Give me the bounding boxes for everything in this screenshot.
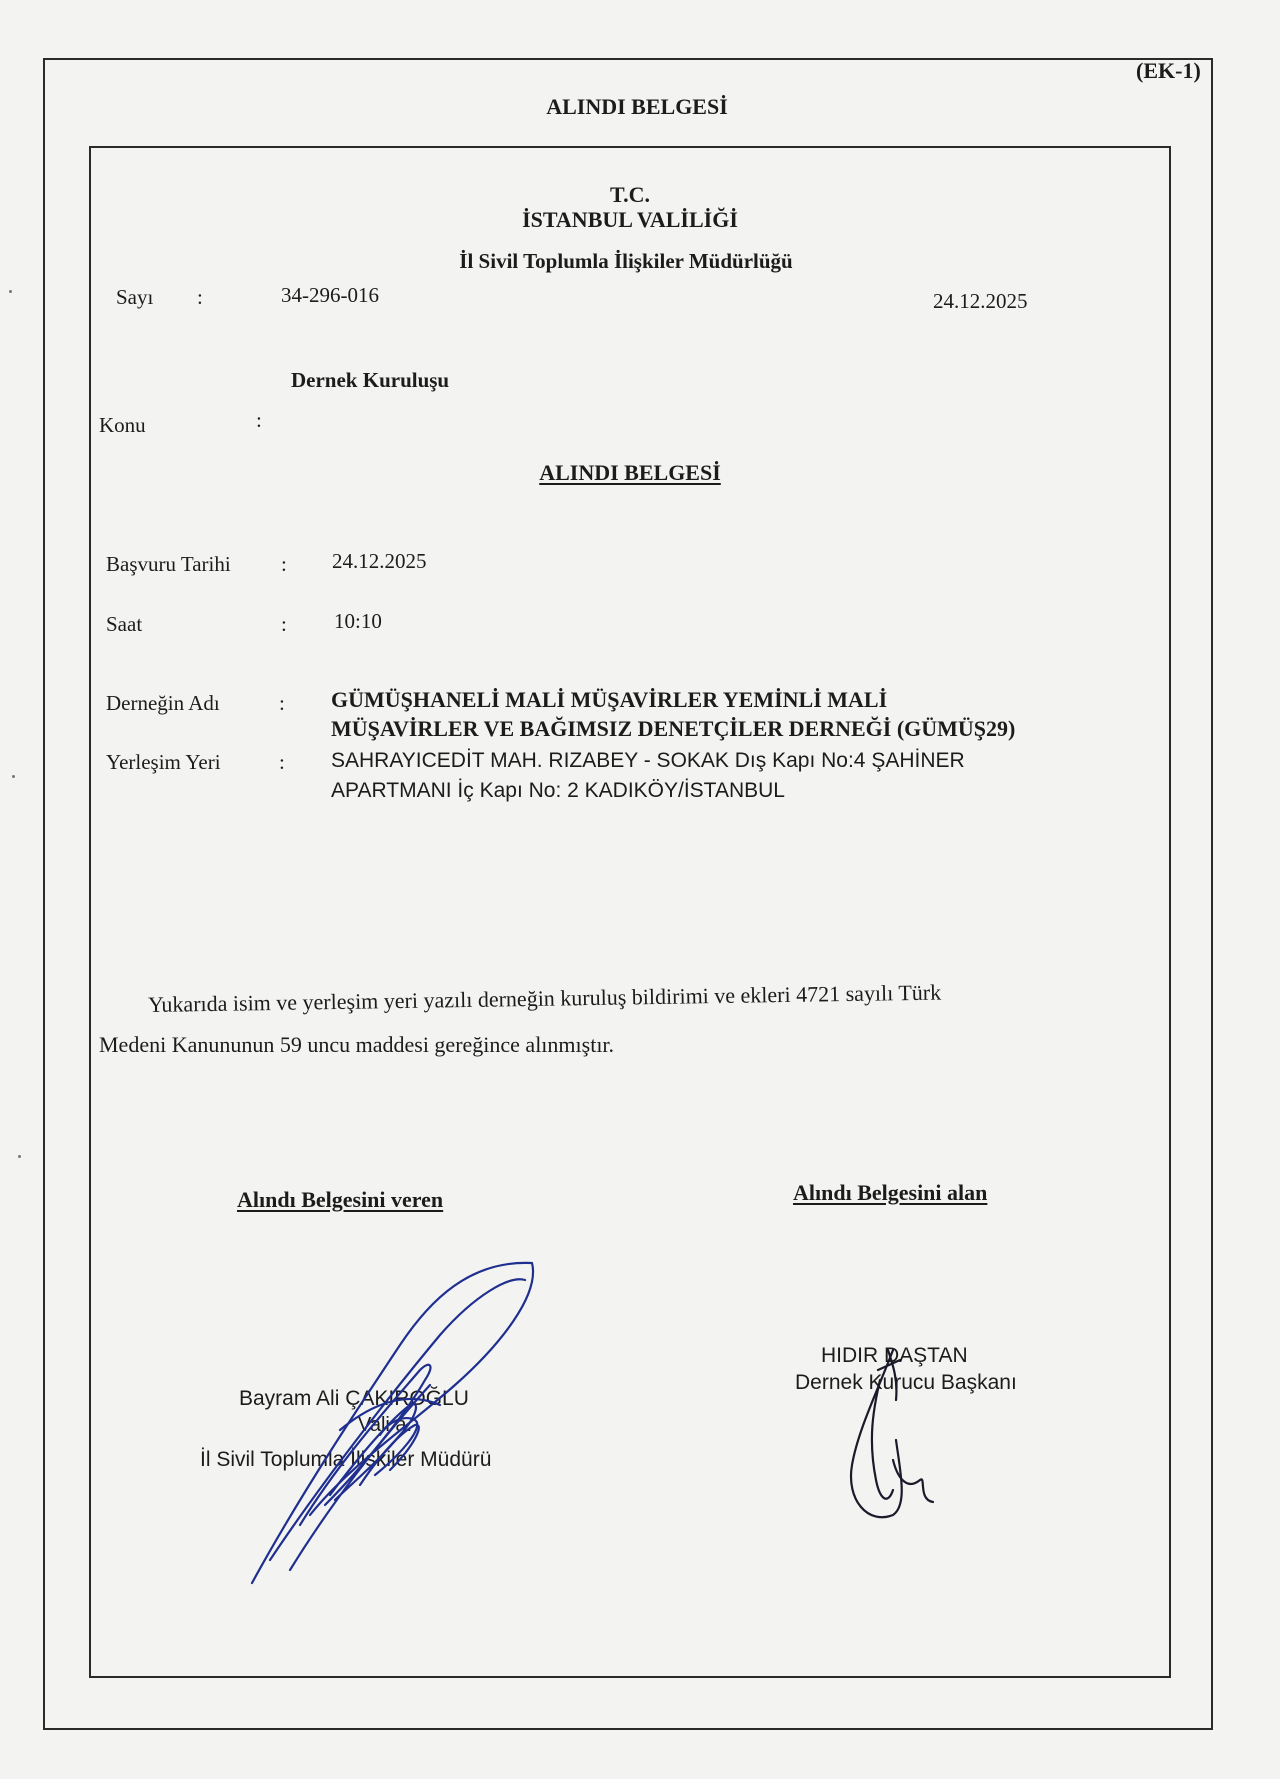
yerlesim-line1: SAHRAYICEDİT MAH. RIZABEY - SOKAK Dış Kapı No:4 ŞAHİNER [331,749,965,772]
dernek-name-line2: MÜŞAVİRLER VE BAĞIMSIZ DENETÇİLER DERNEĞİ (GÜMÜŞ29) [331,716,1016,741]
authority-tc: T.C. [610,182,650,207]
basvuru-colon: : [281,552,287,576]
margin-speck [9,290,12,293]
yerlesim-label: Yerleşim Yeri [106,750,221,774]
receiver-signature [838,1340,948,1530]
receiver-role: Dernek Kurucu Başkanı [795,1371,1017,1394]
saat-value: 10:10 [334,609,382,633]
issuer-role-title: İl Sivil Toplumla İlişkiler Müdürü [200,1448,492,1471]
document-title: ALINDI BELGESİ [539,460,721,485]
body-line2: Medeni Kanununun 59 uncu maddesi gereğince alınmıştır. [99,1032,615,1057]
authority-mudurluk: İl Sivil Toplumla İlişkiler Müdürlüğü [459,249,793,273]
document-date: 24.12.2025 [933,289,1028,313]
subject-value: Dernek Kuruluşu [291,368,450,392]
dernek-name-line1: GÜMÜŞHANELİ MALİ MÜŞAVİRLER YEMİNLİ MALİ [331,687,888,712]
dernek-colon: : [279,691,285,715]
receiver-heading: Alındı Belgesini alan [793,1180,988,1205]
issuer-name: Bayram Ali ÇAKIROĞLU [239,1387,469,1410]
authority-valilik: İSTANBUL VALİLİĞİ [522,207,738,232]
issuer-role-vali: Vali a. [358,1414,413,1436]
annex-label: (EK-1) [1136,58,1201,83]
margin-speck [12,775,15,778]
header-title: ALINDI BELGESİ [546,94,728,119]
dernek-label: Derneğin Adı [106,691,220,715]
subject-colon: : [256,408,262,432]
sayi-label: Sayı [116,285,154,309]
receiver-name: HIDIR DAŞTAN [821,1344,968,1367]
sayi-value: 34-296-016 [281,283,379,307]
sayi-colon: : [197,285,203,309]
yerlesim-colon: : [279,750,285,774]
saat-label: Saat [106,612,143,636]
yerlesim-line2: APARTMANI İç Kapı No: 2 KADIKÖY/İSTANBUL [331,779,785,802]
saat-colon: : [281,612,287,636]
issuer-signature [240,1255,540,1595]
subject-label: Konu [99,413,146,437]
issuer-heading: Alındı Belgesini veren [237,1187,444,1212]
basvuru-label: Başvuru Tarihi [106,552,231,576]
body-line1: Yukarıda isim ve yerleşim yeri yazılı derneğin kuruluş bildirimi ve ekleri 4721 sayılı Türk [147,979,942,1017]
basvuru-value: 24.12.2025 [332,549,427,573]
margin-speck [18,1155,21,1158]
